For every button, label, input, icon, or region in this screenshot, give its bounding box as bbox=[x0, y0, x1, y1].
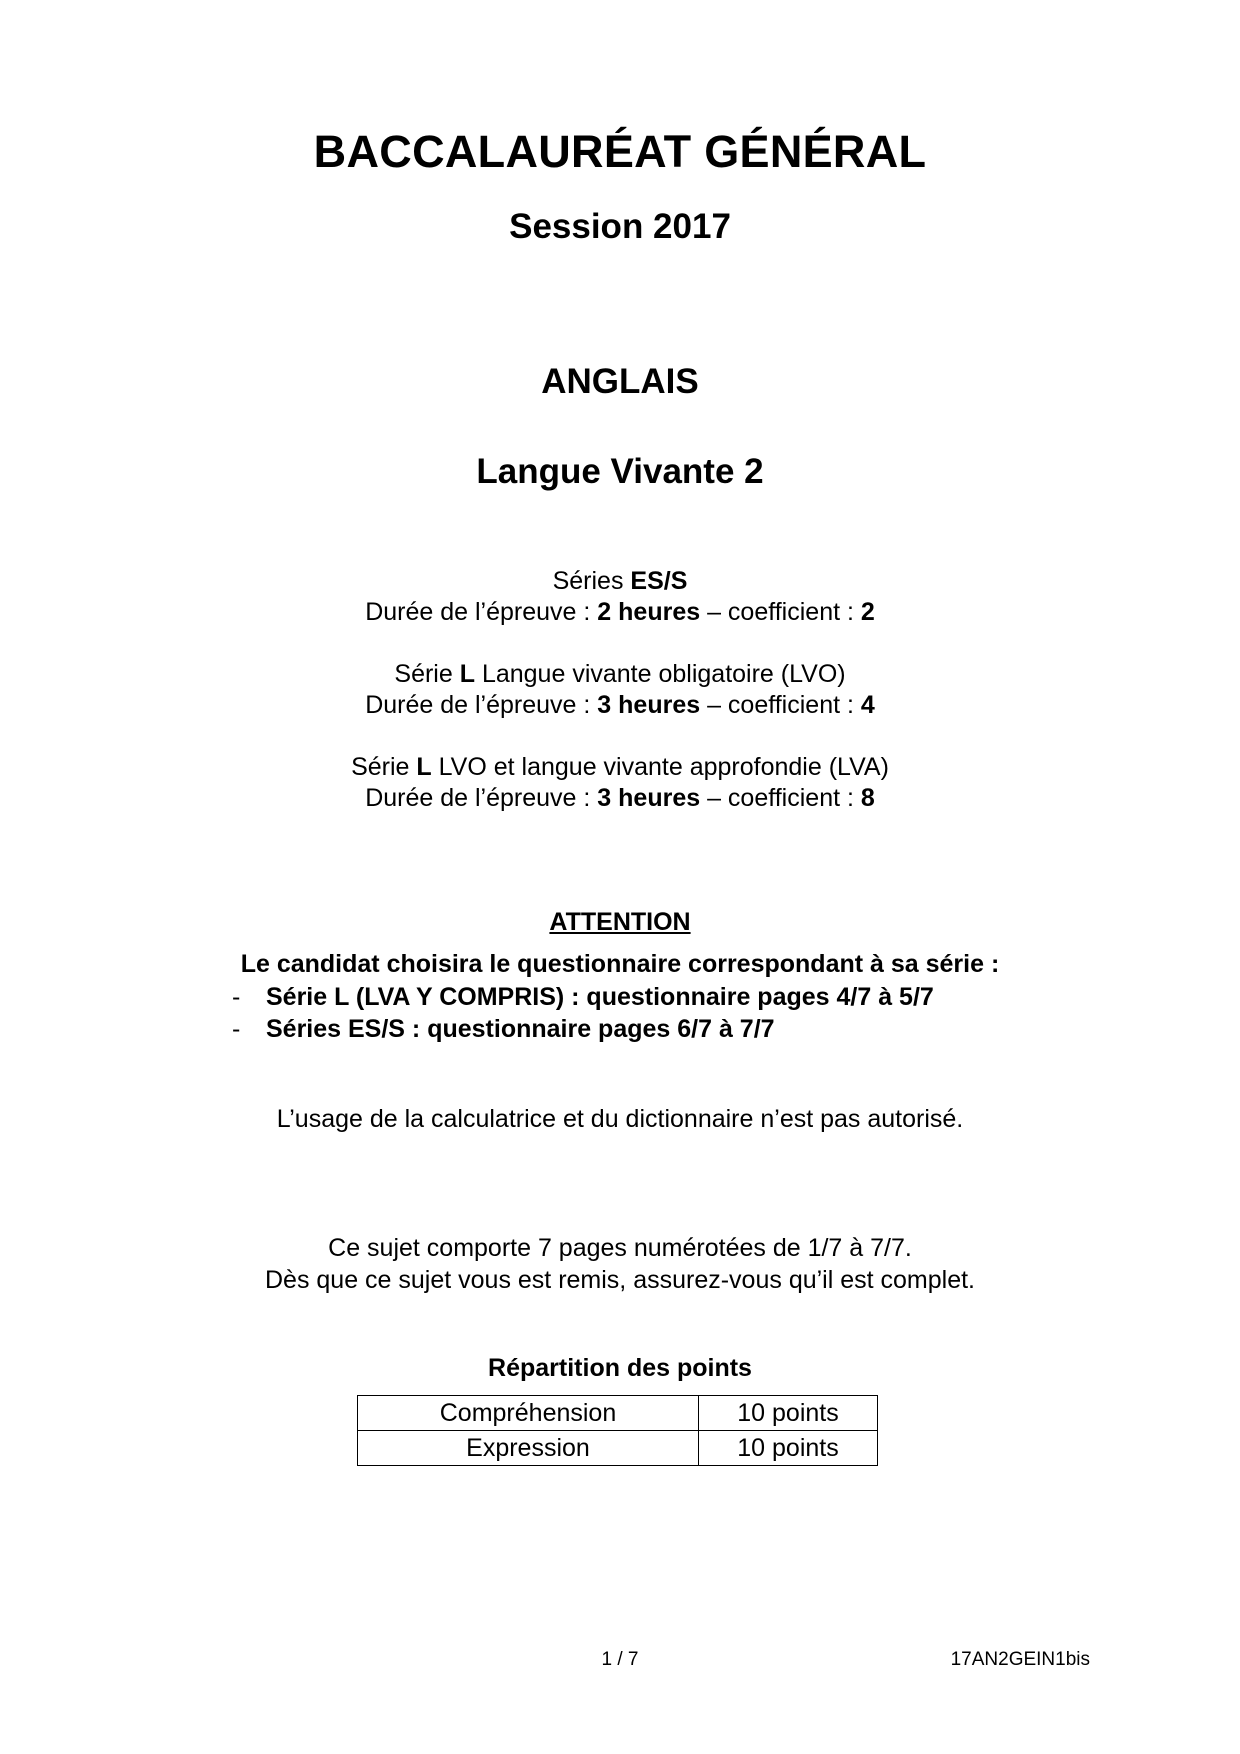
table-cell-value: 10 points bbox=[699, 1431, 878, 1466]
page-number: 1 / 7 bbox=[601, 1649, 639, 1670]
bullet-dash: - bbox=[232, 1015, 241, 1043]
duration-line: Durée de l’épreuve : 3 heures – coefficient : 4 bbox=[365, 691, 875, 719]
points-title: Répartition des points bbox=[488, 1354, 752, 1382]
series-line: Série L Langue vivante obligatoire (LVO) bbox=[394, 660, 846, 688]
table-cell-value: 10 points bbox=[699, 1396, 878, 1431]
table-row bbox=[358, 1431, 878, 1466]
series-line: Série L LVO et langue vivante approfondie (LVA) bbox=[351, 753, 889, 781]
duration-line: Durée de l’épreuve : 2 heures – coefficient : 2 bbox=[365, 598, 875, 626]
language-label: Langue Vivante 2 bbox=[476, 452, 764, 491]
usage-notice: L’usage de la calculatrice et du dictionnaire n’est pas autorisé. bbox=[276, 1105, 964, 1133]
table-cell-label: Compréhension bbox=[358, 1396, 699, 1431]
points-table bbox=[357, 1395, 878, 1466]
attention-heading: ATTENTION bbox=[549, 908, 691, 936]
series-block-l-lvo bbox=[0, 659, 1240, 721]
series-block-ess bbox=[0, 566, 1240, 628]
series-line: Séries ES/S bbox=[552, 567, 688, 595]
pages-line: Ce sujet comporte 7 pages numérotées de 1/7 à 7/7. bbox=[328, 1234, 912, 1262]
exam-title: BACCALAURÉAT GÉNÉRAL bbox=[313, 126, 927, 177]
questionnaire-list bbox=[232, 981, 934, 1045]
bullet-dash: - bbox=[232, 983, 241, 1011]
attention-instruction: Le candidat choisira le questionnaire correspondant à sa série : bbox=[240, 950, 1000, 978]
document-code: 17AN2GEIN1bis bbox=[950, 1649, 1090, 1670]
session-label: Session 2017 bbox=[509, 207, 731, 246]
table-row bbox=[358, 1396, 878, 1431]
duration-line: Durée de l’épreuve : 3 heures – coefficient : 8 bbox=[365, 784, 875, 812]
subject-label: ANGLAIS bbox=[541, 362, 699, 401]
list-item: - Série L (LVA Y COMPRIS) : questionnaire pages 4/7 à 5/7 bbox=[232, 983, 934, 1011]
list-item: - Séries ES/S : questionnaire pages 6/7 à 7/7 bbox=[232, 1015, 775, 1043]
pages-notice bbox=[0, 1232, 1240, 1296]
table-cell-label: Expression bbox=[358, 1431, 699, 1466]
pages-line: Dès que ce sujet vous est remis, assurez-vous qu’il est complet. bbox=[264, 1266, 976, 1294]
series-block-l-lva bbox=[0, 752, 1240, 814]
